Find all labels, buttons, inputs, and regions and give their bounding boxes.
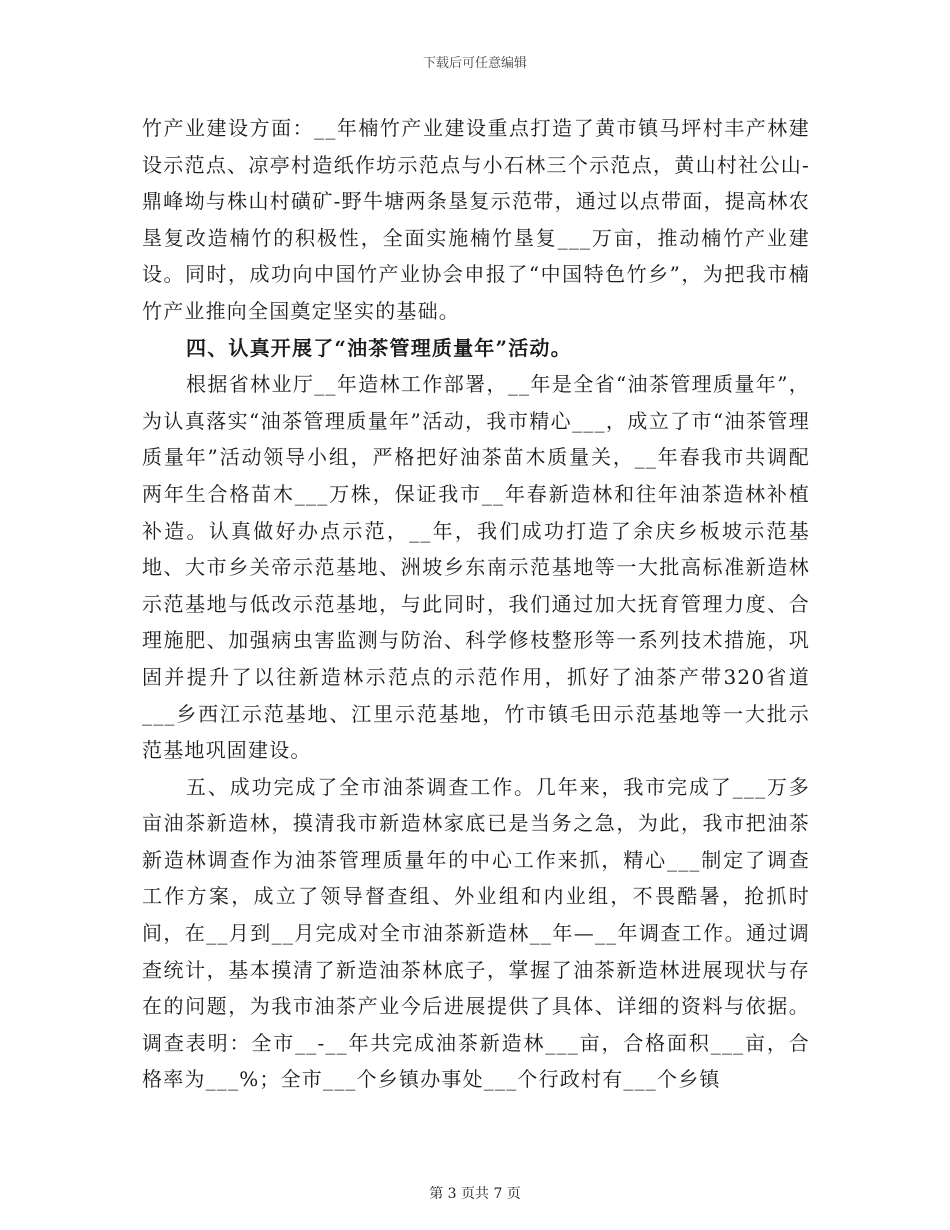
section-heading-camellia-quality-year: 四、认真开展了“油茶管理质量年”活动。 <box>186 335 572 360</box>
page-footer: 第 3 页共 7 页 <box>429 1186 521 1202</box>
paragraph-camellia-survey: 五、成功完成了全市油茶调查工作。几年来，我市完成了___万多亩油茶新造林，摸清我市新造林家底已是当务之急，为此，我市把油茶新造林调查作为油茶管理质量年的中心工作来抓，精心___制定了调查工作方案，成立了领导督查组、外业组和内业组，不畏酷暑，抢抓时间，在__月到__月完成对全市油茶新造林__年—__年调查工作。通过调查统计，基本摸清了新造油茶林底子，掌握了油茶新造林进展现状与存在的问题，为我市油茶产业今后进展提供了具体、详细的资料与依据。调查表明：全市__-__年共完成油茶新造林___亩，合格面积___亩，合格率为___%；全市___个乡镇办事处___个行政村有___个乡镇 <box>142 774 810 1092</box>
paragraph-bamboo-industry: 竹产业建设方面：__年楠竹产业建设重点打造了黄市镇马坪村丰产林建设示范点、凉亭村造纸作坊示范点与小石林三个示范点，黄山村社公山-鼎峰坳与株山村磺矿-野牛塘两条垦复示范带，通过以点带面，提高林农垦复改造楠竹的积极性，全面实施楠竹垦复___万亩，推动楠竹产业建设。同时，成功向中国竹产业协会申报了“中国特色竹乡”，为把我市楠竹产业推向全国奠定坚实的基础。 <box>142 116 810 323</box>
page-header: 下载后可任意编辑 <box>422 56 527 71</box>
document-body <box>142 110 810 1098</box>
paragraph-camellia-quality-year: 根据省林业厅__年造林工作部署，__年是全省“油茶管理质量年”，为认真落实“油茶管理质量年”活动，我市精心___，成立了市“油茶管理质量年”活动领导小组，严格把好油茶苗木质量关，__年春我市共调配两年生合格苗木___万株，保证我市__年春新造林和往年油茶造林补植补造。认真做好办点示范，__年，我们成功打造了余庆乡板坡示范基地、大市乡关帝示范基地、洲坡乡东南示范基地等一大批高标准新造林示范基地与低改示范基地，与此同时，我们通过加大抚育管理力度、合理施肥、加强病虫害监测与防治、科学修枝整形等一系列技术措施，巩固并提升了以往新造林示范点的示范作用，抓好了油茶产带320省道___乡西江示范基地、江里示范基地，竹市镇毛田示范基地等一大批示范基地巩固建设。 <box>142 372 810 763</box>
